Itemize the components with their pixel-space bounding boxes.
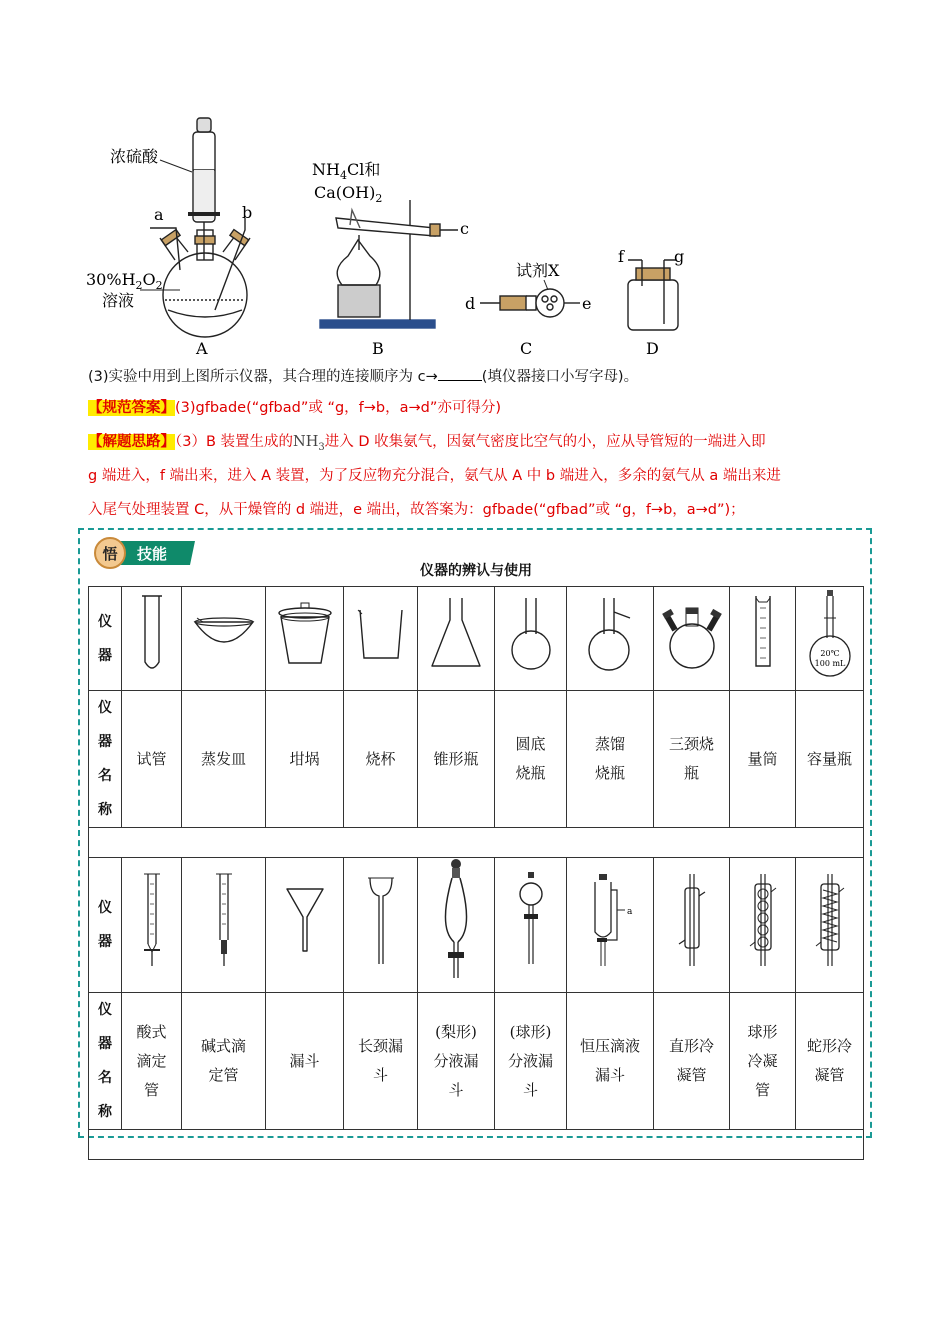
name-pear-separatory-funnel: (梨形) 分液漏 斗 [418, 993, 495, 1130]
row-spacer-2 [89, 1130, 864, 1160]
answer-tag: 【规范答案】 [88, 400, 175, 416]
name-crucible: 坩埚 [266, 691, 344, 828]
label-e: e [582, 294, 592, 313]
img-conical-flask [418, 587, 495, 691]
row-images-1 [89, 587, 864, 691]
img-funnel [266, 858, 344, 993]
caption-a: A [196, 339, 208, 358]
img-pressure-dropping-funnel [567, 858, 654, 993]
row-head-name-2: 仪 器 名 称 [89, 993, 122, 1130]
question-line [88, 366, 638, 387]
label-h2o2-2: 溶液 [102, 291, 135, 310]
label-f: f [618, 247, 624, 266]
question-text-before: (3)实验中用到上图所示仪器，其合理的连接顺序为 c→ [88, 369, 438, 385]
volumetric-label-2: 100 mL [814, 658, 845, 668]
img-beaker [344, 587, 418, 691]
img-bulb-condenser [730, 858, 796, 993]
apparatus-d [628, 260, 678, 330]
row-head-instrument-2: 仪 器 [89, 858, 122, 993]
img-long-neck-funnel [344, 858, 418, 993]
condenser-label-a: a [627, 907, 633, 917]
name-base-burette: 碱式滴 定管 [182, 993, 266, 1130]
name-three-neck-flask: 三颈烧 瓶 [654, 691, 730, 828]
label-g: g [674, 247, 685, 266]
label-c-top: c [460, 219, 469, 238]
apparatus-b [320, 200, 458, 328]
img-base-burette [182, 858, 266, 993]
label-caoh2: $Ca(OH)_2$ [314, 183, 383, 205]
img-straight-condenser [654, 858, 730, 993]
name-coil-condenser: 蛇形冷 凝管 [796, 993, 864, 1130]
row-head-name-1: 仪 器 名 称 [89, 691, 122, 828]
label-a: a [154, 205, 164, 224]
name-bulb-condenser: 球形 冷凝 管 [730, 993, 796, 1130]
answer-blank[interactable] [438, 366, 482, 381]
name-funnel: 漏斗 [266, 993, 344, 1130]
badge-text: 技能 [136, 545, 168, 563]
name-long-neck-funnel: 长颈漏 斗 [344, 993, 418, 1130]
apparatus-figure [80, 110, 720, 360]
name-beaker: 烧杯 [344, 691, 418, 828]
box-title: 仪器的辨认与使用 [420, 563, 532, 579]
answer-text: (3)gfbade(“gfbad”或 “g，f→b，a→d”亦可得分) [175, 400, 502, 416]
img-acid-burette [122, 858, 182, 993]
label-h2o2-1: $30\%H_2O_2$ [86, 270, 163, 292]
solution-tag: 【解题思路】 [88, 434, 175, 450]
row-spacer-1 [89, 828, 864, 858]
apparatus-c [480, 289, 580, 317]
name-round-flask: 圆底 烧瓶 [495, 691, 567, 828]
caption-c: C [520, 339, 533, 358]
row-names-1 [89, 691, 864, 828]
label-reagent-x: 试剂X [516, 261, 560, 280]
img-three-neck-flask [654, 587, 730, 691]
name-acid-burette: 酸式 滴定 管 [122, 993, 182, 1130]
img-evaporating-dish [182, 587, 266, 691]
caption-d: D [646, 339, 659, 358]
name-volumetric-flask: 容量瓶 [796, 691, 864, 828]
instrument-table [88, 586, 864, 1160]
img-test-tube [122, 587, 182, 691]
apparatus-a [150, 118, 253, 337]
label-b: b [242, 203, 253, 222]
badge-char: 悟 [102, 545, 118, 563]
label-nh4cl: $NH_4Cl$和 [312, 160, 381, 182]
solution-line-3: 入尾气处理装置 C，从干燥管的 d 端进，e 端出，故答案为：gfbade(“gfbad”或 “g，f→b，a→d”)； [88, 502, 745, 518]
name-pressure-dropping-funnel: 恒压滴液 漏斗 [567, 993, 654, 1130]
label-d: d [465, 294, 476, 313]
name-graduated-cylinder: 量筒 [730, 691, 796, 828]
answer-line [88, 398, 501, 418]
name-straight-condenser: 直形冷 凝管 [654, 993, 730, 1130]
row-images-2 [89, 858, 864, 993]
img-round-flask [495, 587, 567, 691]
label-conc-h2so4: 浓硫酸 [110, 147, 159, 166]
img-volumetric-flask [796, 587, 864, 691]
question-text-after: (填仪器接口小写字母)。 [481, 369, 639, 385]
row-head-instrument-1: 仪 器 [89, 587, 122, 691]
name-conical-flask: 锥形瓶 [418, 691, 495, 828]
name-evaporating-dish: 蒸发皿 [182, 691, 266, 828]
volumetric-label-1: 20℃ [819, 648, 840, 658]
img-graduated-cylinder [730, 587, 796, 691]
img-pear-separatory-funnel [418, 858, 495, 993]
name-ball-separatory-funnel: (球形) 分液漏 斗 [495, 993, 567, 1130]
row-names-2 [89, 993, 864, 1130]
name-test-tube: 试管 [122, 691, 182, 828]
img-coil-condenser [796, 858, 864, 993]
formula-nh3: $NH_3$ [293, 434, 325, 453]
solution-line-2: g 端进入，f 端出来，进入 A 装置，为了反应物充分混合，氨气从 A 中 b 端进入，多余的氨气从 a 端出来进 [88, 468, 781, 484]
img-ball-separatory-funnel [495, 858, 567, 993]
caption-b: B [372, 339, 384, 358]
img-crucible [266, 587, 344, 691]
img-distilling-flask [567, 587, 654, 691]
solution-line-1: 【解题思路】（3）B 装置生成的$NH_3$进入 D 收集氨气，因氨气密度比空气的小，应从导管短的一端进入即 [88, 434, 766, 453]
name-distilling-flask: 蒸馏 烧瓶 [567, 691, 654, 828]
